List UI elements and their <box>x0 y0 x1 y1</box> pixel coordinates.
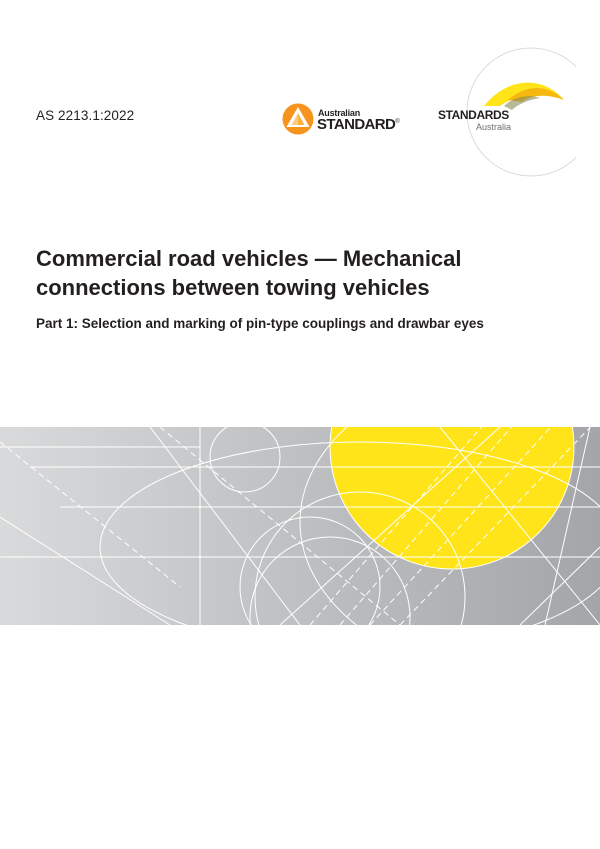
doc-number: AS 2213.1:2022 <box>36 108 135 123</box>
document-subtitle: Part 1: Selection and marking of pin-type couplings and drawbar eyes <box>36 316 484 331</box>
logo-big-text: STANDARD® <box>317 116 400 133</box>
document-title: Commercial road vehicles — Mechanical connections between towing vehicles <box>36 246 462 300</box>
decorative-geometric-band <box>0 427 600 625</box>
standards-australia-logo <box>436 40 576 185</box>
geometric-pattern <box>0 427 600 625</box>
logo-small-text: Australian <box>318 108 361 118</box>
brand-name: STANDARDS <box>438 108 509 122</box>
orange-triangle-roundel-icon <box>281 102 315 136</box>
brand-subtitle: Australia <box>476 122 512 132</box>
australian-standard-logo <box>281 102 411 138</box>
